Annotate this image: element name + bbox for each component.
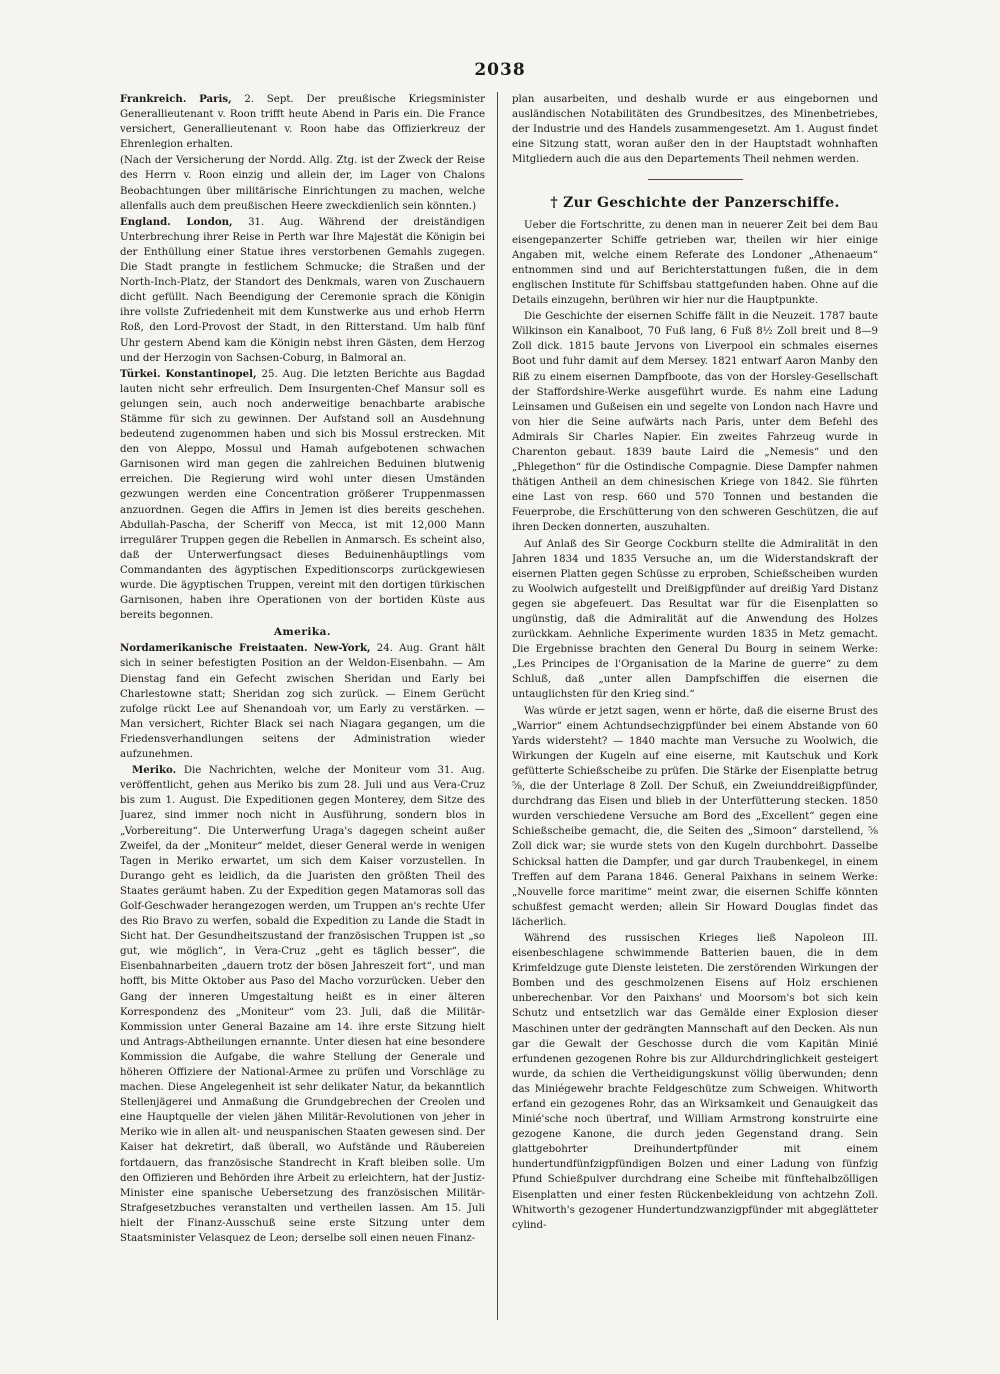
news-frankreich xyxy=(120,92,485,214)
place-name: London, xyxy=(186,215,233,228)
article-paragraph: Ueber die Fortschritte, zu denen man in neuerer Zeit bei dem Bau eisengepanzerter Schiffe getrieben war, theilen wir hier einige Angaben mit, welche einem Referate des Londoner „Athenaeum“ entnommen sind und auf Berichterstattungen fußen, die in dem englischen Institute für Schiffsbau stattgefunden haben. Ohne auf die Details einzugehn, berühren wir hier nur die Hauptpunkte. xyxy=(512,219,878,307)
continuation-text: plan ausarbeiten, und deshalb wurde er aus eingebornen und ausländischen Notabilitäten des Grundbesitzes, des Minenbetriebes, der Industrie und des Handels zusammengesetzt. Am 1. August findet eine Sitzung statt, woran außer den in der Hauptstadt wohnhaften Mitgliedern auch die aus den Departements Theil nehmen werden. xyxy=(512,94,878,166)
news-paragraph xyxy=(120,215,485,366)
country-heading: Nordamerikanische Freistaaten. xyxy=(120,642,308,655)
news-text: 24. Aug. Grant hält sich in seiner befestigten Position an der Weldon-Eisenbahn. — Am Dienstag fand ein Gefecht zwischen Sheridan und Early bei Charlestowne statt; Sheridan zog sich zurück. — Einem Gerücht zufolge rückt Lee auf Shenandoah vor, um Early zu verstärken. — Man versichert, Richter Black sei nach Niagara gegangen, um die Friedensverhandlungen seitens der Administration wieder aufzunehmen. xyxy=(120,643,485,761)
article-paragraph: Die Geschichte der eisernen Schiffe fällt in die Neuzeit. 1787 baute Wilkinson ein Kanalboot, 70 Fuß lang, 6 Fuß 8½ Zoll breit und 8—9 Zoll dick. 1815 baute Jervons von Liverpool ein schmales eisernes Boot und fuhr damit auf dem Mersey. 1821 entwarf Aaron Manby den Riß zu einem eisernen Dampfboote, das von der Horsley-Gesellschaft der Staffordshire-Werke ausgeführt wurde. Es nahm eine Ladung Leinsamen und Gußeisen ein und segelte von London nach Havre und von hier die Seine aufwärts nach Paris, unter dem Befehl des Admirals Sir Charles Napier. Ein zweites Fahrzeug wurde in Charenton gebaut. 1839 baute Laird die „Nemesis“ und den „Phlegethon“ für die Ostindische Compagnie. Diese Dampfer nahmen thätigen Antheil an dem chinesischen Kriege von 1842. Sie führten eine Last von resp. 660 und 570 Tonnen und bestanden die Feuerprobe, die Erschütterung von den schweren Geschützen, die auf ihren Decken donnerten, auszuhalten. xyxy=(512,311,878,534)
news-paragraph xyxy=(120,641,485,762)
article-paragraph: Auf Anlaß des Sir George Cockburn stellte die Admiralität in den Jahren 1834 und 1835 Versuche an, um die Widerstandskraft der eisernen Platten gegen Schüsse zu erproben, Schießscheiben wurden zu Woolwich aufgestellt und Dreißigpfünder auf dreißig Yard Distanz gegen sie abgefeuert. Das Resultat war für die Eisenplatten so ungünstig, daß die Admiralität auf die Anwendung des Holzes zurückkam. Aehnliche Experimente wurden 1835 in Metz gemacht. Die Ergebnisse brachten den General Du Bourg in seinem Werke: „Les Principes de l'Organisation de la Marine de guerre“ zu dem Schluß, daß „unter allen Dampfschiffen die eisernen die untauglichsten für den Krieg sind.“ xyxy=(512,538,878,701)
place-name: New-York, xyxy=(313,642,371,655)
right-column xyxy=(512,92,878,1342)
country-heading: England. xyxy=(120,215,171,228)
news-tuerkei xyxy=(120,367,485,624)
news-paragraph xyxy=(120,92,485,152)
news-paragraph xyxy=(120,367,485,624)
page-number: 2038 xyxy=(474,60,526,80)
news-text: 25. Aug. Die letzten Berichte aus Bagdad lauten nicht sehr erfreulich. Dem Insurgenten-Chef Mansur soll es gelungen sein, auch noch anderweitige benachbarte arabische Stämme für sich zu gewinnen. Der Aufstand soll an Ausdehnung bedeutend zugenommen haben und sich bis Mossul erstrecken. Mit den von Aleppo, Mossul und Hamah aufgebotenen schwachen Garnisonen wird man gegen die zahlreichen Beduinen blutwenig erreichen. Die Regierung wird wohl unter diesen Umständen gezwungen werden eine Concentration größerer Truppenmassen anzuordnen. Gegen die Affirs in Jemen ist dies bereits geschehen. Abdullah-Pascha, der Scheriff von Mecca, ist mit 12,000 Mann irregulärer Truppen gegen die Rebellen in Anmarsch. Es scheint also, daß der Unterwerfungsact dieses Beduinenhäuptlings vom Commandanten des ägyptischen Expeditionscorps zurückgewiesen wurde. Die ägyptischen Truppen, vereint mit den dortigen türkischen Garnisonen, haben ihre Operationen von der bortiden Küste aus bereits begonnen. xyxy=(120,368,485,622)
news-note: (Nach der Versicherung der Nordd. Allg. Ztg. ist der Zweck der Reise des Herrn v. Roon einzig und allein der, im Lager von Chalons Beobachtungen über militärische Einrichtungen zu machen, welche allenfalls auch dem preußischen Heere zweckdienlich sein könnten.) xyxy=(120,155,485,212)
country-heading: Türkei. xyxy=(120,367,161,380)
news-meriko xyxy=(120,763,485,1246)
country-heading: Meriko. xyxy=(132,764,177,777)
section-heading-amerika: Amerika. xyxy=(273,626,332,639)
left-column xyxy=(120,92,485,1342)
news-england xyxy=(120,215,485,366)
article-paragraph: Während des russischen Krieges ließ Napoleon III. eisenbeschlagene schwimmende Batterien bauen, die in dem Krimfeldzuge gute Dienste leisteten. Die zerstörenden Wirkungen der Bomben und des geschmolzenen Eisens auf Holz erschienen unberechenbar. Vor den Paixhans' und Moorsom's bot sich kein Schutz und entsetzlich war das Gemälde einer Explosion dieser Maschinen unter der gedrängten Mannschaft auf den Decken. Als nun gar die Gewalt der Geschosse durch die vom Kapitän Minié erfundenen gezogenen Rohre bis zur Alldurchdringlichkeit gesteigert wurde, da schien die Vertheidigungskunst völlig überwunden; denn das Miniégewehr brachte Feldgeschütze zum Schweigen. Whitworth erfand ein gezogenes Rohr, das an Wirksamkeit und Genauigkeit das Minié'sche noch übertraf, und William Armstrong konstruirte eine gezogene Kanone, die durch jeden Gegenstand drang. Sein glattgebohrter Dreihundertpfünder mit einem hundertundfünfzigpfündigen Bolzen und einer Ladung von fünfzig Pfund Schießpulver durchdrang eine Scheibe mit fünftehalbzölligen Eisenplatten und einer festen Rückenbekleidung von achtzehn Zoll. Whitworth's gezogener Hundertundzwanzigpfünder mit abgeglätteter cylind- xyxy=(512,932,878,1231)
news-text: Die Nachrichten, welche der Moniteur vom 31. Aug. veröffentlicht, gehen aus Meriko bis zum 28. Juli und aus Vera-Cruz bis zum 1. August. Die Expeditionen gegen Monterey, dem Sitze des Juarez, sind immer noch nicht in Ausführung, sondern blos in „Vorbereitung“. Die Unterwerfung Uraga's dagegen scheint außer Zweifel, da der „Moniteur“ meldet, dieser General werde in wenigen Tagen in Meriko erwartet, um sich dem Kaiser vorzustellen. In Durango geht es leidlich, da die Juaristen den größten Theil des Staates geräumt haben. Zu der Expedition gegen Matamoras soll das Golf-Geschwader herangezogen werden, um Truppen an's rechte Ufer des Rio Bravo zu werfen, sobald die Expedition zu Lande die Stadt in Sicht hat. Der Gesundheitszustand der französischen Truppen ist „so gut, wie möglich“, in Vera-Cruz „geht es täglich besser“, die Eisenbahnarbeiten „dauern trotz der bösen Jahreszeit fort“, und man hofft, bis Mitte Oktober aus Paso del Macho vorzurücken. Ueber den Gang der inneren Umgestaltung heißt es in einer älteren Korrespondenz des „Moniteur“ vom 23. Juli, daß die Militär-Kommission unter General Bazaine am 14. ihre erste Sitzung hielt und Antrags-Abtheilungen ernannte. Unter diesen hat eine besondere Kommission die Aufgabe, die wahre Stellung der Generale und höheren Offiziere der National-Armee zu prüfen und Vorschläge zu machen. Diese Angelegenheit ist sehr delikater Natur, da bekanntlich Stellenjägerei und Anmaßung die Grundgebrechen der Creolen und eine Hauptquelle der vielen jähen Militär-Revolutionen von jeher in Meriko wie in allen alt- und neuspanischen Staaten gewesen sind. Der Kaiser hat dekretirt, daß überall, wo Aufstände und Räubereien fortdauern, das französische Standrecht in Kraft bleiben solle. Um den Offizieren und Behörden ihre Arbeit zu erleichtern, hat der Justiz-Minister eine spanische Uebersetzung des französischen Militär-Strafgesetzbuches veranstalten und vertheilen lassen. Am 15. Juli hielt der Finanz-Ausschuß seine erste Sitzung unter dem Staatsminister Velasquez de Leon; derselbe soll einen neuen Finanz- xyxy=(120,765,485,1245)
news-nordamerika xyxy=(120,641,485,762)
place-name: Konstantinopel, xyxy=(165,367,257,380)
place-name: Paris, xyxy=(199,93,232,105)
country-heading: Frankreich. xyxy=(120,93,187,105)
section-divider xyxy=(648,179,743,180)
news-text: 31. Aug. Während der dreiständigen Unterbrechung ihrer Reise in Perth war Ihre Majestät die Königin bei der Enthüllung einer Statue ihres verstorbenen Gemahls zugegen. Die Stadt prangte in festlichem Schmucke; die Straßen und der North-Inch-Platz, der Standort des Denkmals, waren von Zuschauern dicht gefüllt. Nach Beendigung der Ceremonie sprach die Königin ihre vollste Zufriedenheit mit dem Kunstwerke aus und erhob Herrn Roß, den Lord-Provost der Stadt, in den Ritterstand. Um halb fünf Uhr gestern Abend kam die Königin nebst ihren Gästen, dem Herzog und der Herzogin von Sachsen-Coburg, in Balmoral an. xyxy=(120,216,485,364)
article-title: † Zur Geschichte der Panzerschiffe. xyxy=(550,195,840,212)
news-text: 2. Sept. Der preußische Kriegsminister Generallieutenant v. Roon trifft heute Abend in Paris ein. Die France versichert, Generallieutenant v. Roon habe das Offizierkreuz der Ehrenlegion erhalten. xyxy=(120,94,485,151)
column-divider xyxy=(497,92,498,1320)
news-paragraph xyxy=(120,763,485,1246)
article-paragraph: Was würde er jetzt sagen, wenn er hörte, daß die eiserne Brust des „Warrior“ einem Achtundsechzigpfünder bei einem Abstande von 60 Yards widersteht? — 1840 machte man Versuche zu Woolwich, die Wirkungen der Kugeln auf eine eiserne, mit Kautschuk und Kork gefütterte Schießscheibe zu prüfen. Die Stärke der Eisenplatte betrug ⅝, die der Unterlage 8 Zoll. Der Schuß, ein Zweiunddreißigpfünder, durchdrang das Eisen und blieb in der Unterfütterung stecken. 1850 wurden verschiedene Versuche am Bord des „Excellent“ gegen eine Schießscheibe gemacht, die, die Seiten des „Simoon“ darstellend, ⅝ Zoll dick war; sie wurde stets von den Kugeln durchbohrt. Dasselbe Schicksal hatten die Dampfer, und gar durch Traubenkegel, in einem Treffen auf dem Parana 1846. General Paixhans in seinem Werke: „Nouvelle force maritime“ meint zwar, die eisernen Schiffe könnten schußfest gemacht werden; allein Sir Howard Douglas findet das lächerlich. xyxy=(512,705,878,928)
